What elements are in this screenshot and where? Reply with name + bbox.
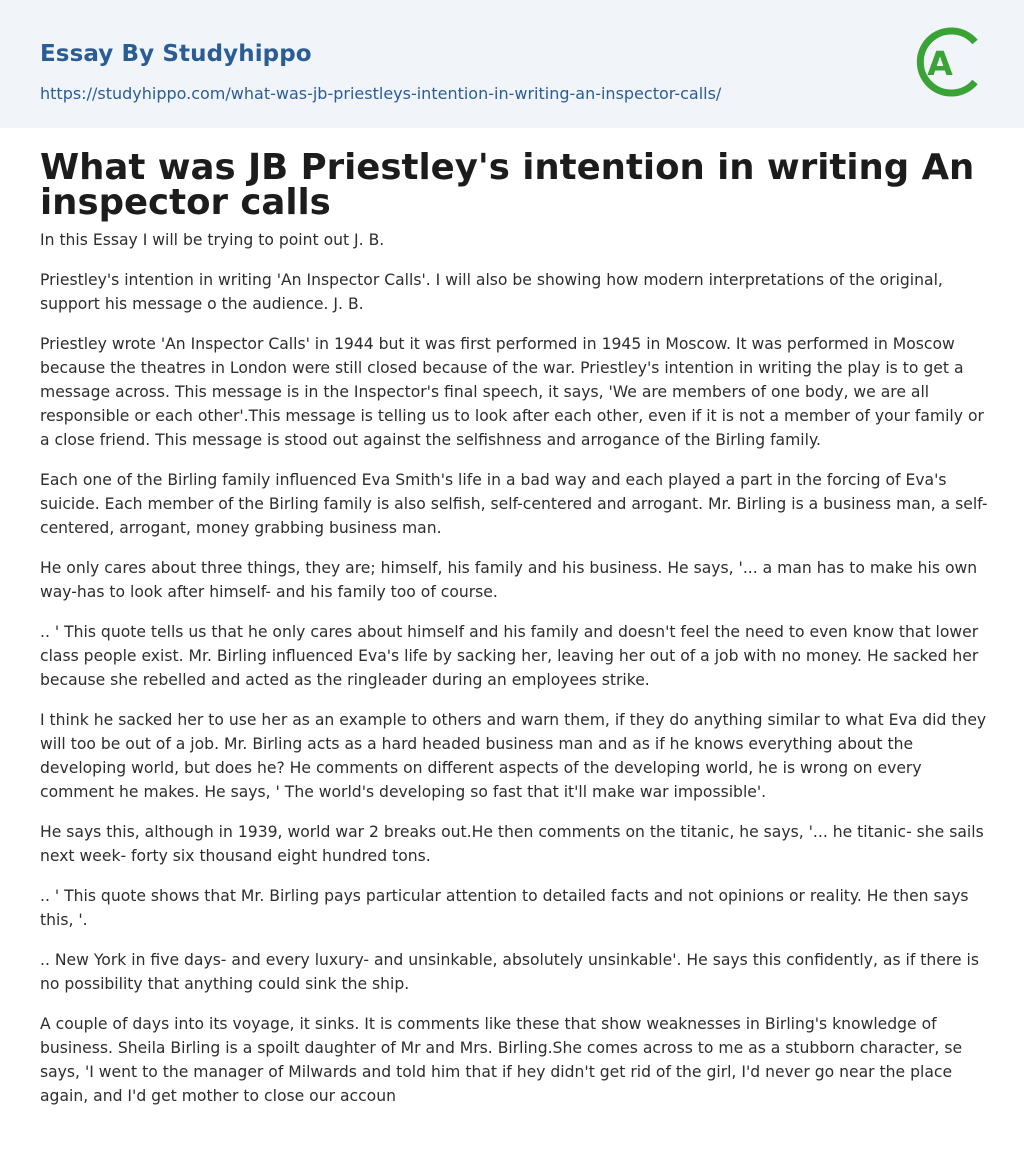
page-title: What was JB Priestley's intention in writing An inspector calls (40, 147, 975, 223)
site-header (0, 0, 1024, 128)
page-url-link[interactable]: https://studyhippo.com/what-was-jb-priestleys-intention-in-writing-an-inspector-calls/ (40, 84, 722, 103)
essay-body (40, 228, 990, 1124)
essay-paragraph: A couple of days into its voyage, it sinks. It is comments like these that show weaknesses in Birling's knowledge of business. Sheila Birling is a spoilt daughter of Mr and Mrs. Birling.She comes across to me as a stubborn character, se says, 'I went to the manager of Milwards and told him that if hey didn't get rid of the girl, I'd never go near the place again, and I'd get mother to close our accoun (40, 1015, 963, 1105)
essay-paragraph: He says this, although in 1939, world war 2 breaks out.He then comments on the titanic, he says, '... he titanic- she sails next week- forty six thousand eight hundred tons. (40, 823, 984, 865)
site-brand[interactable]: Essay By Studyhippo (40, 41, 312, 67)
essay-paragraph: .. ' This quote tells us that he only cares about himself and his family and doesn't feel the need to even know that lower class people exist. Mr. Birling influenced Eva's life by sacking her, leaving her out of a job with no money. He sacked her because she rebelled and acted as the ringleader during an employees strike. (40, 623, 979, 689)
essay-paragraph: Priestley wrote 'An Inspector Calls' in 1944 but it was first performed in 1945 in Moscow. It was performed in Moscow because the theatres in London were still closed because of the war. Priestley's intention in writing the play is to get a message across. This message is in the Inspector's final speech, it says, 'We are members of one body, we are all responsible or each other'.This message is telling us to look after each other, even if it is not a member of your family or a close friend. This message is stood out against the selfishness and arrogance of the Birling family. (40, 335, 984, 449)
essay-paragraph: Priestley's intention in writing 'An Inspector Calls'. I will also be showing how modern interpretations of the original, support his message o the audience. J. B. (40, 271, 943, 313)
essay-paragraph: In this Essay I will be trying to point out J. B. (40, 231, 385, 249)
essay-paragraph: He only cares about three things, they are; himself, his family and his business. He says, '... a man has to make his own way-has to look after himself- and his family too of course. (40, 559, 978, 601)
essay-paragraph: I think he sacked her to use her as an example to others and warn them, if they do anything similar to what Eva did they will too be out of a job. Mr. Birling acts as a hard headed business man and as if he knows everything about the developing world, but does he? He comments on different aspects of the developing world, he is wrong on every comment he makes. He says, ' The world's developing so fast that it'll make war impossible'. (40, 711, 987, 801)
essay-paragraph: Each one of the Birling family influenced Eva Smith's life in a bad way and each played a part in the forcing of Eva's suicide. Each member of the Birling family is also selfish, self-centered and arrogant. Mr. Birling is a business man, a self-centered, arrogant, money grabbing business man. (40, 471, 988, 537)
essay-paragraph: .. ' This quote shows that Mr. Birling pays particular attention to detailed facts and not opinions or reality. He then says this, '. (40, 887, 969, 929)
essay-paragraph: .. New York in five days- and every luxury- and unsinkable, absolutely unsinkable'. He says this confidently, as if there is no possibility that anything could sink the ship. (40, 951, 979, 993)
logo-letter: A (927, 44, 953, 83)
studyhippo-logo-icon[interactable] (912, 18, 986, 106)
